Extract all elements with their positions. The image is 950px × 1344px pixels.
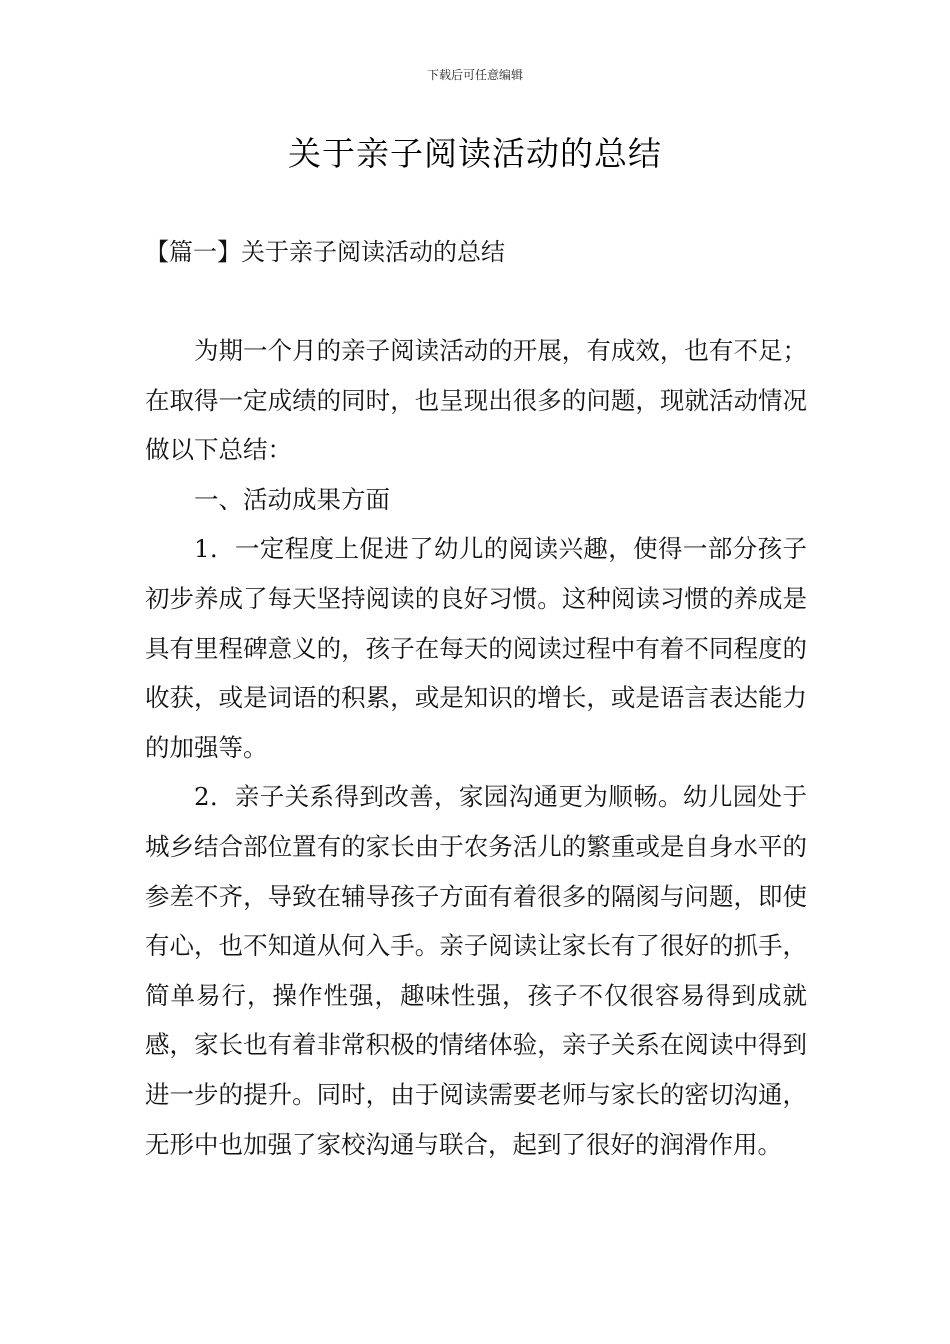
paragraph-point-2: 2．亲子关系得到改善，家园沟通更为顺畅。幼儿园处于城乡结合部位置有的家长由于农务活儿的繁重或是自身水平的参差不齐，导致在辅导孩子方面有着很多的隔阂与问题，即使有心，也不知道从何入手。亲子阅读让家长有了很好的抓手，简单易行，操作性强，趣味性强，孩子不仅很容易得到成就感，家长也有着非常积极的情绪体验，亲子关系在阅读中得到进一步的提升。同时，由于阅读需要老师与家长的密切沟通，无形中也加强了家校沟通与联合，起到了很好的润滑作用。 xyxy=(145,782,807,1159)
section-heading: 【篇一】关于亲子阅读活动的总结 xyxy=(145,238,505,266)
paragraph-subheading-achievements: 一、活动成果方面 xyxy=(194,484,390,514)
body-text xyxy=(145,326,807,1169)
paragraph-point-1: 1．一定程度上促进了幼儿的阅读兴趣，使得一部分孩子初步养成了每天坚持阅读的良好习惯。这种阅读习惯的养成是具有里程碑意义的，孩子在每天的阅读过程中有着不同程度的收获，或是词语的积累，或是知识的增长，或是语言表达能力的加强等。 xyxy=(145,534,807,762)
document-title: 关于亲子阅读活动的总结 xyxy=(288,134,662,173)
paragraph-intro: 为期一个月的亲子阅读活动的开展，有成效，也有不足；在取得一定成绩的同时，也呈现出很多的问题，现就活动情况做以下总结： xyxy=(145,336,807,465)
header-note: 下载后可任意编辑 xyxy=(426,68,523,82)
